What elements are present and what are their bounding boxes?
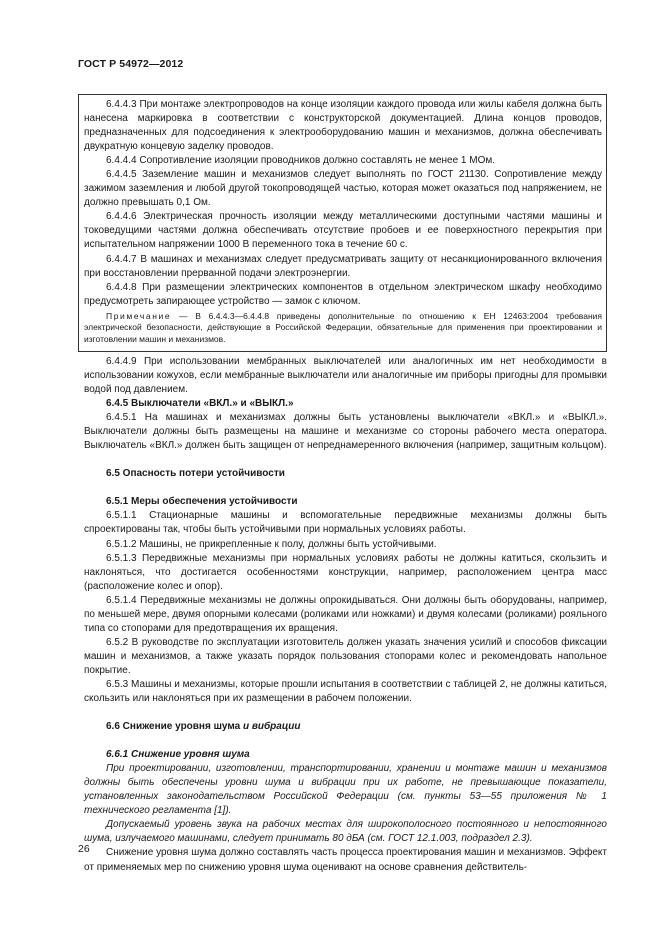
paragraph-6448: 6.4.4.8 При размещении электрических компонентов в отдельном электрическом шкафу необходимо предусмотреть запирающее устройство — замок с ключом. <box>84 281 602 307</box>
paragraph-661-3: Снижение уровня шума должно составлять часть процесса проектирования машин и механизмов. Эффект от применяемых мер по снижению уровня шума оценивают на основе сравнения действитель- <box>84 847 607 873</box>
document-header: ГОСТ Р 54972—2012 <box>78 58 184 70</box>
paragraph-6443: 6.4.4.3 При монтаже электропроводов на конце изоляции каждого провода или жилы кабеля должна быть нанесена маркировка в соответствии с конструкторской документацией. Длина концов проводов, предназначенных для подсоединения к электрооборудованию машин и механизмов, должна обеспечивать двукратную концевую заделку проводов. <box>84 99 602 153</box>
page-number: 26 <box>78 843 90 855</box>
paragraph-6513: 6.5.1.3 Передвижные механизмы при нормальных условиях работы не должны катиться, скользить и наклоняться, что достигается особенностями конструкции, например, расположением центра масс (расположение колес и опор). <box>84 552 607 592</box>
paragraph-653: 6.5.3 Машины и механизмы, которые прошли испытания в соответствии с таблицей 2, не должны катиться, скользить или наклоняться при их размещении в рабочем положении. <box>84 678 607 705</box>
paragraph-6449: 6.4.4.9 При использовании мембранных выключателей или аналогичных им нет необходимости в использовании кожухов, если мембранные выключатели или аналогичные им приборы пригодны для промывки водой под давлением. <box>84 356 607 396</box>
paragraph-661-2: Допускаемый уровень звука на рабочих местах для широкополосного постоянного и непостоянного шума, излучаемого машинами, следует принимать 80 дБА (см. ГОСТ 12.1.003, подраздел 2.3). <box>84 819 607 845</box>
paragraph-6445: 6.4.4.5 Заземление машин и механизмов следует выполнять по ГОСТ 21130. Сопротивление между зажимом заземления и любой другой токопроводящей частью, которая может оказаться под напряжением, не должно превышать 0,1 Ом. <box>84 169 602 209</box>
heading-661: 6.6.1 Снижение уровня шума <box>106 749 250 761</box>
paragraph-661-1: При проектировании, изготовлении, транспортировании, хранении и монтаже машин и механизмов должны быть обеспечены уровни шума и вибрации при их работе, не превышающие показатели, установленных законодательством Российской Федерации (см. пункты 53—55 приложения № 1 технического регламента [1]). <box>84 763 607 817</box>
paragraph-6512: 6.5.1.2 Машины, не прикрепленные к полу, должны быть устойчивыми. <box>106 538 437 550</box>
paragraph-6514: 6.5.1.4 Передвижные механизмы не должны опрокидываться. Они должны быть оборудованы, например, по меньшей мере, двумя опорными колесами (роликами или ножками) и двумя колесами (роликами) рояльного типа со стопорами для предотвращения их вращения. <box>84 594 607 634</box>
paragraph-6446: 6.4.4.6 Электрическая прочность изоляции между металлическими доступными частями машины и токоведущими частями должна обеспечивать отсутствие пробоев и ее поверхностного перекрытия при испытательном напряжении 1000 В переменного тока в течение 60 с. <box>84 211 602 251</box>
heading-651: 6.5.1 Меры обеспечения устойчивости <box>106 496 298 508</box>
paragraph-6451: 6.4.5.1 На машинах и механизмах должны быть установлены выключатели «ВКЛ.» и «ВЫКЛ.». Выключатели должны быть размещены на машине и механизме со стороны рабочего места оператора. Выключатель «ВКЛ.» должен быть защищен от непреднамеренного включения (например, защитным кольцом). <box>84 412 607 452</box>
paragraph-652: 6.5.2 В руководстве по эксплуатации изготовитель должен указать значения усилий и способов фиксации машин и механизмов, а также указать порядок пользования стопорами колес и рекомендовать напольное покрытие. <box>84 636 607 676</box>
heading-65: 6.5 Опасность потери устойчивости <box>106 468 285 480</box>
note-label: Примечание <box>106 310 172 321</box>
heading-66-italic: и вибрации <box>242 721 301 733</box>
heading-645: 6.4.5 Выключатели «ВКЛ.» и «ВЫКЛ.» <box>106 398 294 410</box>
note <box>84 311 602 346</box>
heading-66-text: 6.6 Снижение уровня шума <box>106 721 243 733</box>
main-text <box>84 355 607 875</box>
framed-section <box>84 98 602 345</box>
paragraph-6511: 6.5.1.1 Стационарные машины и вспомогательные передвижные механизмы должны быть спроектированы так, чтобы быть устойчивыми при нормальных условиях работы. <box>84 510 607 536</box>
note-text: — В 6.4.4.3—6.4.4.8 приведены дополнительные по отношению к ЕН 12463:2004 требования электрической безопасности, действующие в Российской Федерации, обязательные для применения при проектировании и изготовлении машин и механизмов. <box>84 310 602 344</box>
paragraph-6444: 6.4.4.4 Сопротивление изоляции проводников должно составлять не менее 1 МОм. <box>106 155 496 167</box>
heading-66 <box>84 720 607 734</box>
paragraph-6447: 6.4.4.7 В машинах и механизмах следует предусматривать защиту от несанкционированного включения при восстановлении прерванной подачи электроэнергии. <box>84 253 602 279</box>
